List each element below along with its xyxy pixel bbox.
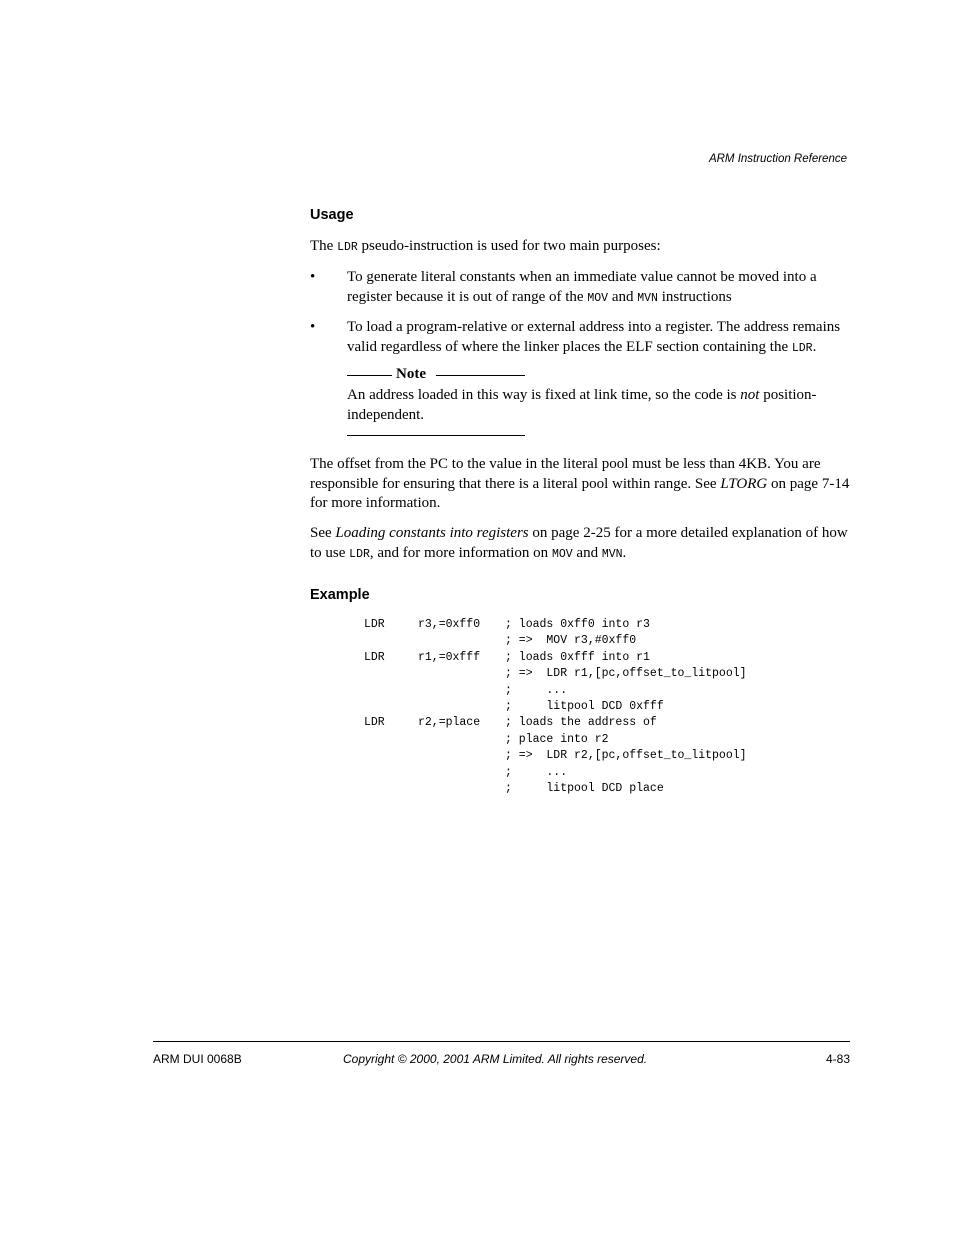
example-heading: Example xyxy=(310,587,370,603)
inline-code: LDR xyxy=(791,341,813,355)
note-label: Note xyxy=(396,366,426,382)
inline-code: MOV xyxy=(551,547,573,561)
footer-divider xyxy=(153,1041,850,1042)
ltorg-reference: LTORG xyxy=(720,475,768,492)
footer-page-number: 4-83 xyxy=(825,1052,850,1066)
note-rule-bottom xyxy=(347,435,525,436)
bullet-text: To generate literal constants when an immediate value cannot be moved into a register because it is out of range of the MOV and MVN instructions xyxy=(347,269,817,305)
note-rule-right xyxy=(436,375,525,376)
bullet-icon: • xyxy=(310,269,316,285)
note-box xyxy=(347,365,850,423)
usage-intro: The LDR pseudo-instruction is used for two main purposes: xyxy=(310,238,661,254)
note-text: An address loaded in this way is fixed at link time, so the code is not position-independent. xyxy=(347,387,817,423)
usage-heading: Usage xyxy=(310,207,354,223)
footer-copyright: Copyright © 2000, 2001 ARM Limited. All rights reserved. xyxy=(343,1052,648,1066)
note-rule-left xyxy=(347,375,392,376)
inline-code: MVN xyxy=(637,291,658,305)
bullet-icon: • xyxy=(310,319,316,335)
bullet-text: To load a program-relative or external address into a register. The address remains valid regardless of where the linker places the ELF section containing the LDR. xyxy=(347,319,841,355)
inline-code: MOV xyxy=(587,291,609,305)
inline-code: LDR xyxy=(337,241,358,254)
offset-paragraph: The offset from the PC to the value in the literal pool must be less than 4KB. You are responsible for ensuring that there is a literal pool within range. See LTORG on page 7-14 for more information. xyxy=(310,456,850,511)
section-reference: Loading constants into registers xyxy=(335,525,529,541)
inline-code: LDR xyxy=(349,547,370,561)
see-also-paragraph: See Loading constants into registers on page 2-25 for a more detailed explanation of how to use LDR, and for more information on MOV and MVN. xyxy=(310,525,848,561)
running-header: ARM Instruction Reference xyxy=(708,153,847,165)
footer-doc-id: ARM DUI 0068B xyxy=(153,1052,242,1066)
note-header xyxy=(347,365,850,385)
inline-code: MVN xyxy=(601,547,623,561)
